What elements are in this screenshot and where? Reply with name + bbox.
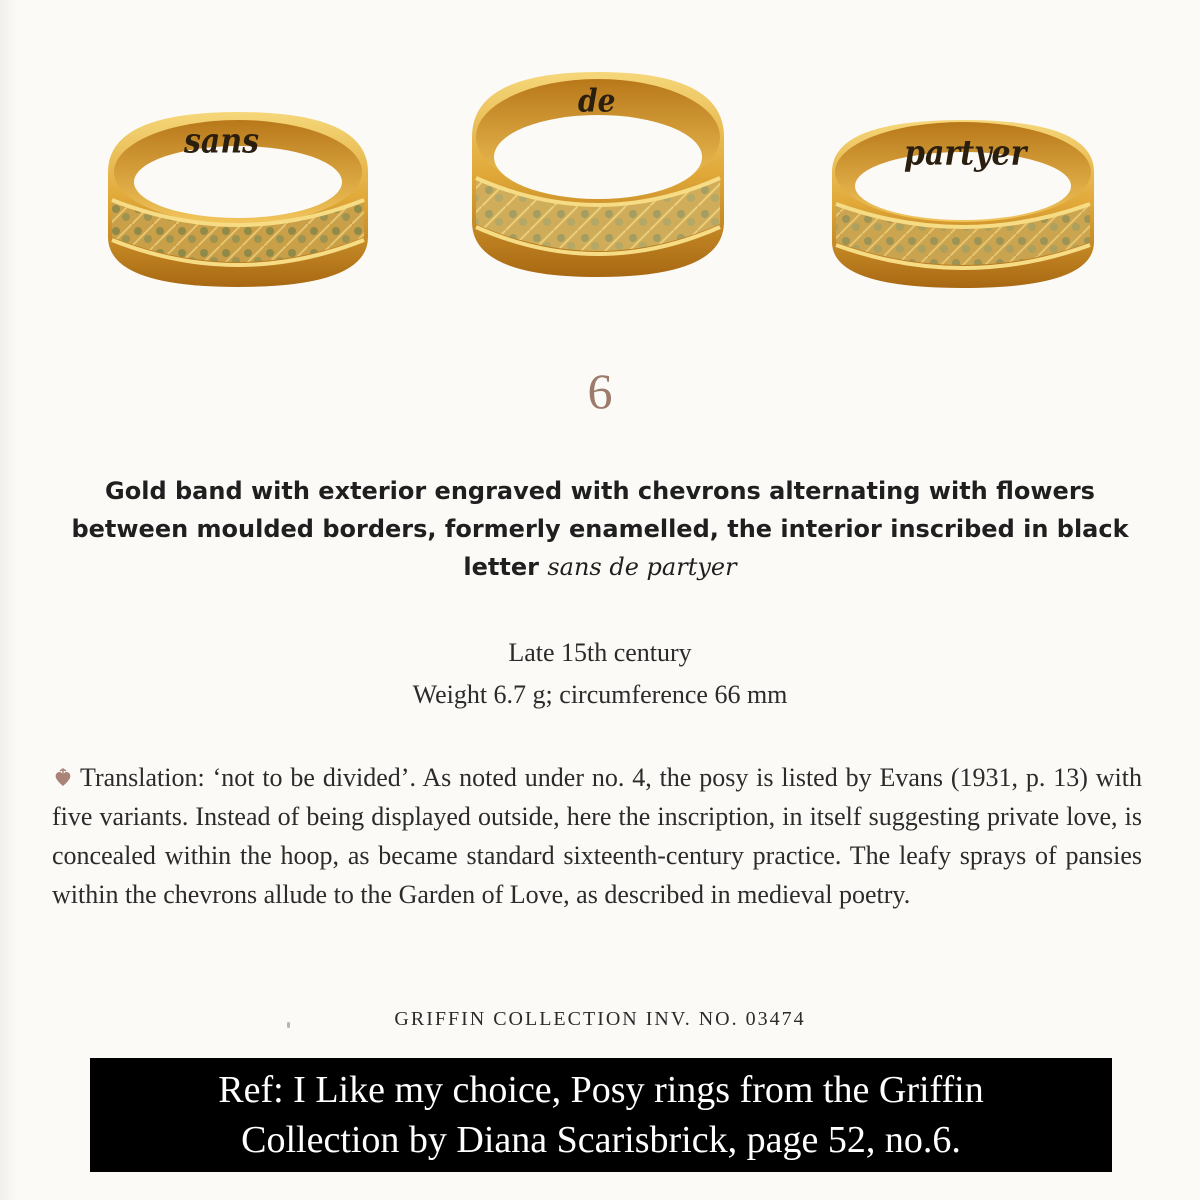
object-title-inscription: sans de partyer — [547, 553, 737, 581]
inventory-number: GRIFFIN COLLECTION INV. NO. 03474 — [394, 1008, 806, 1030]
ring-inscription-partyer: partyer — [904, 133, 1027, 174]
catalogue-entry-text: Translation: ‘not to be divided’. As noted under no. 4, the posy is listed by Evans (1931, p. 13) with five variants. Instead of being displayed outside, here the inscription, in itself suggesting private love, is concealed within the hoop, as became standard sixteenth-century practice. The leafy sprays of pansies within the chevrons allude to the Garden of Love, as described in medieval poetry. — [52, 763, 1142, 909]
object-date: Late 15th century — [508, 638, 692, 667]
object-meta — [0, 632, 1200, 716]
reference-caption — [90, 1058, 1112, 1172]
ring-inscription-sans: sans — [184, 121, 260, 162]
page-speck — [287, 1022, 290, 1028]
ring-photo-1 — [88, 92, 388, 292]
reference-line-2: Collection by Diana Scarisbrick, page 52, no.6. — [241, 1119, 961, 1161]
reference-line-1: Ref: I Like my choice, Posy rings from the Griffin — [218, 1069, 984, 1111]
plate-number: 6 — [587, 363, 613, 419]
catalogue-entry — [52, 758, 1142, 914]
object-weight: Weight 6.7 g; circumference 66 mm — [412, 680, 788, 709]
ring-photographs — [0, 0, 1200, 330]
heart-flower-icon — [52, 760, 74, 780]
reference-caption-box — [90, 1058, 1112, 1172]
object-title-text: Gold band with exterior engraved with chevrons alternating with flowers between moulded borders, formerly enamelled, the interior inscribed in black letter — [71, 477, 1129, 581]
ring-photo-3 — [818, 102, 1108, 292]
object-title — [60, 472, 1140, 586]
ring-photo-2 — [458, 62, 738, 282]
ring-inscription-de: de — [578, 81, 616, 120]
